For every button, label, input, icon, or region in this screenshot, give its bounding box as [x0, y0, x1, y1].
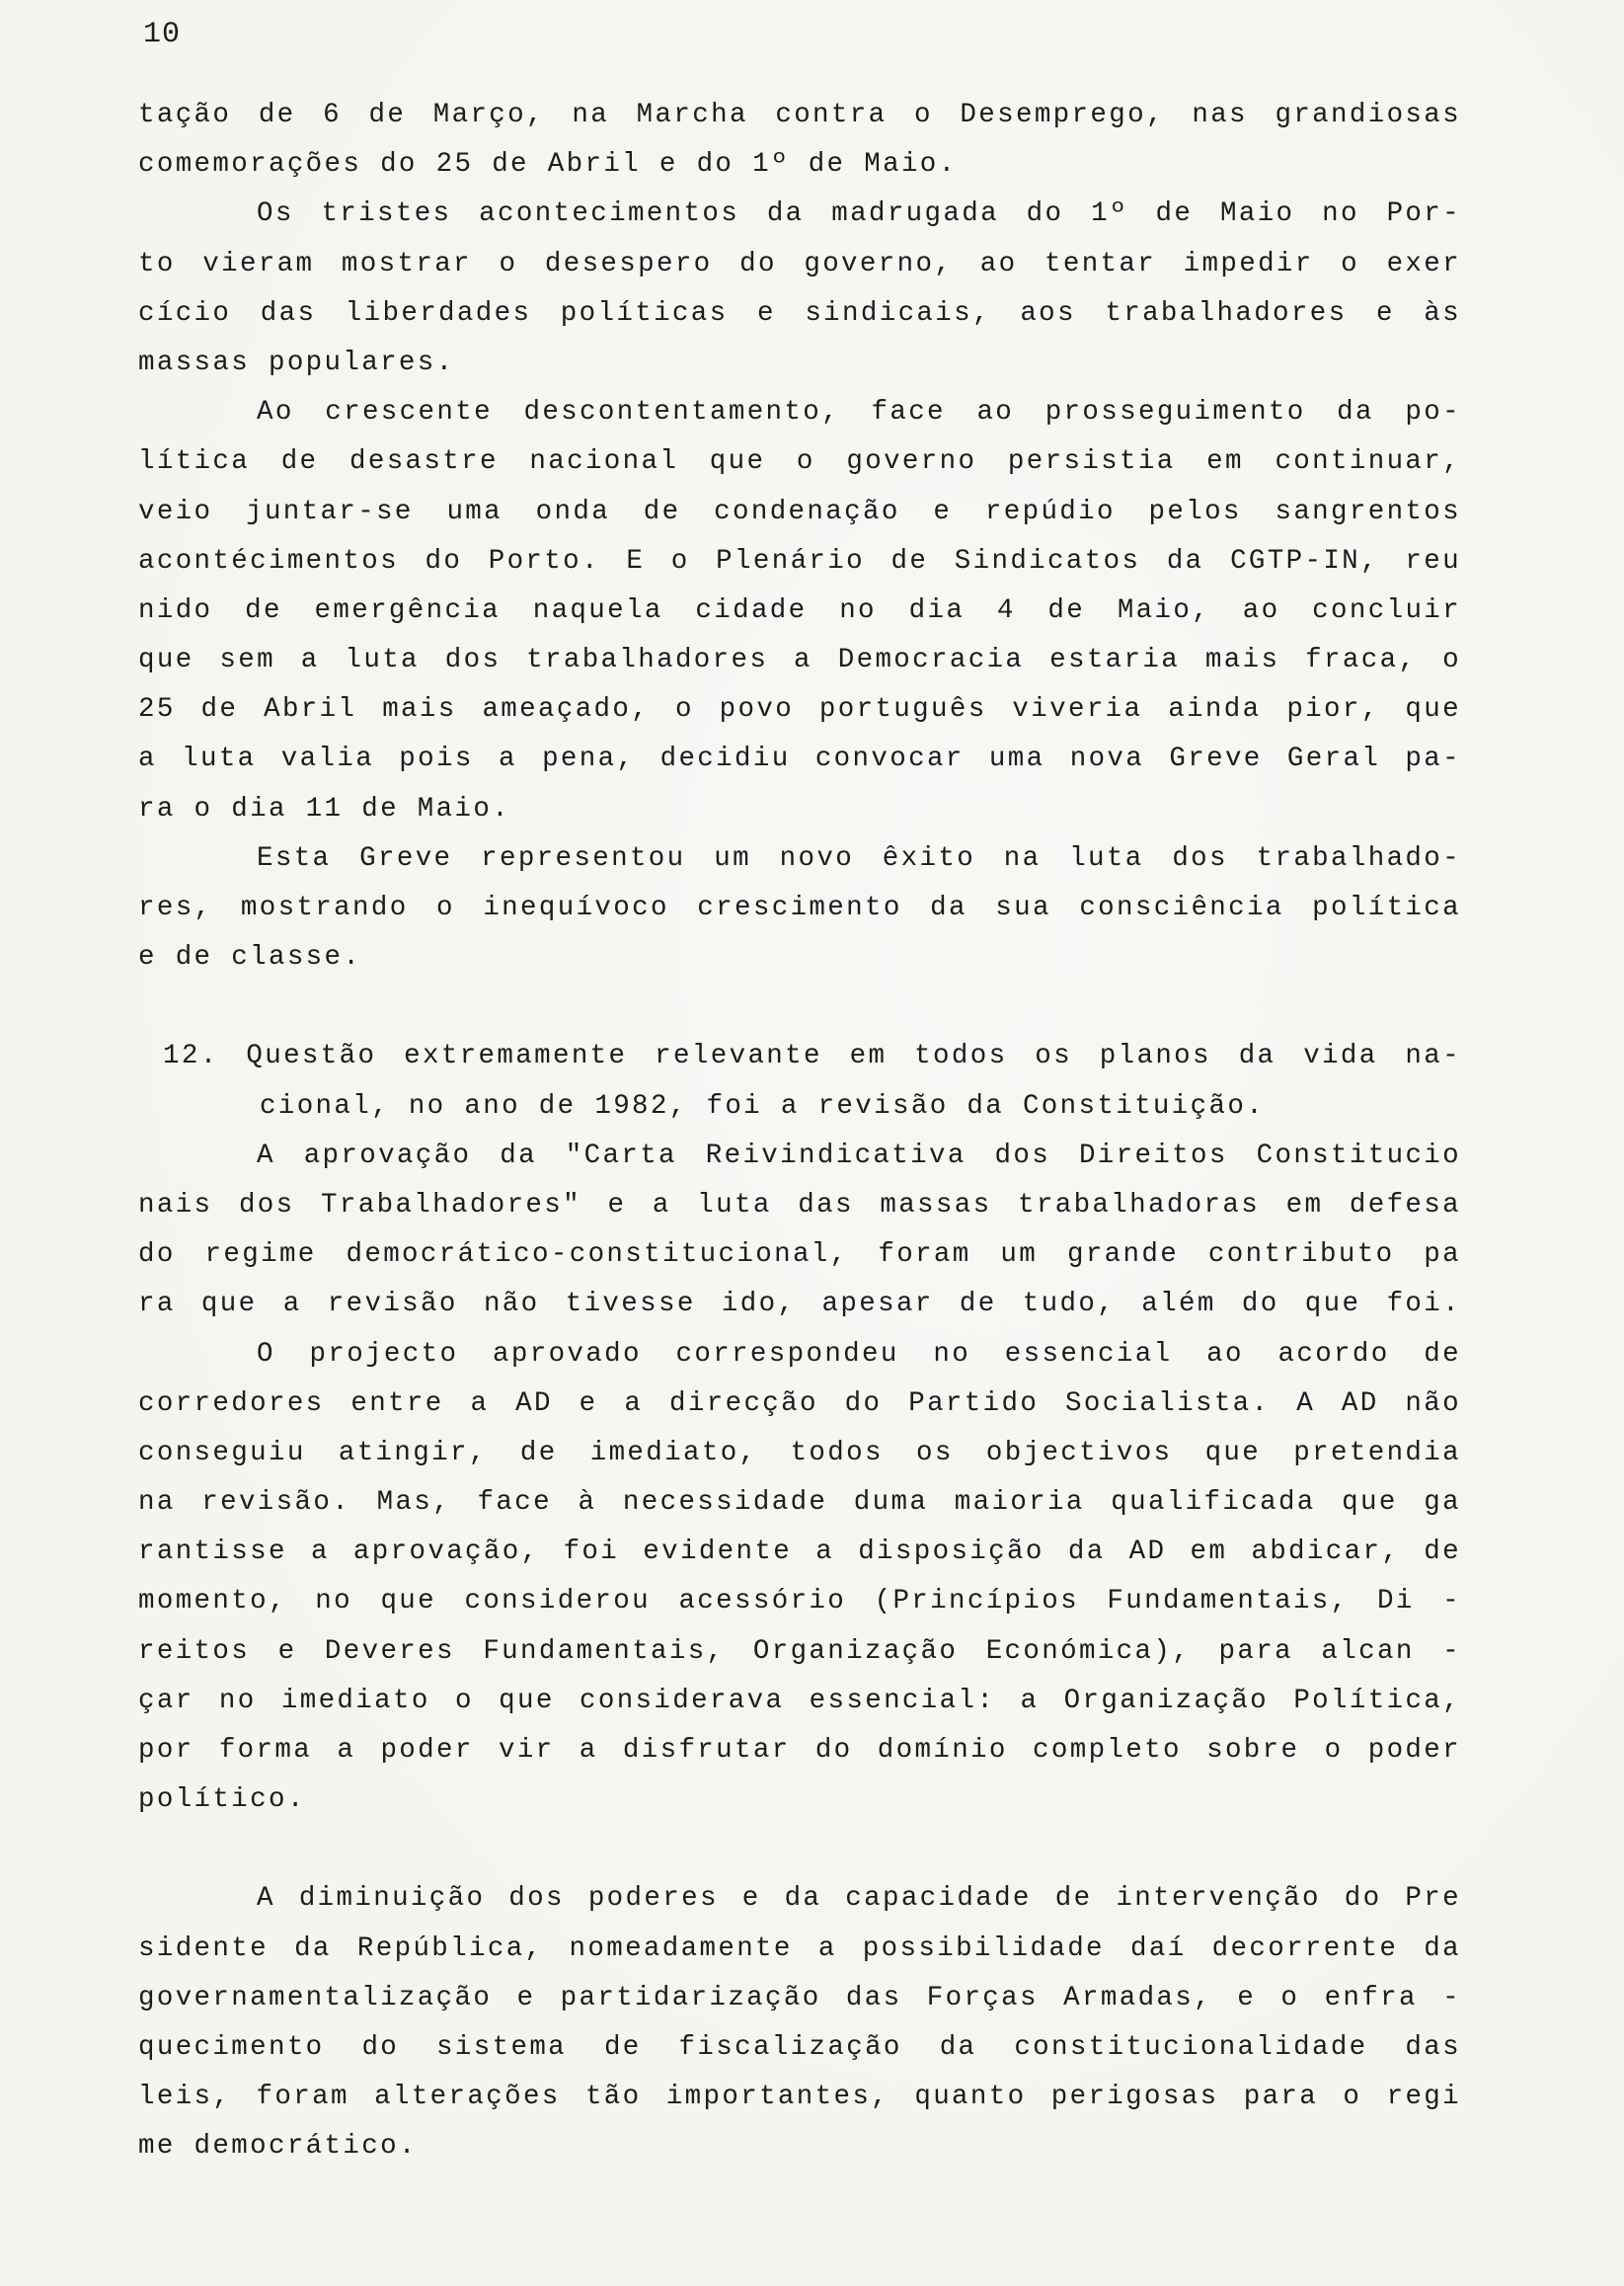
paragraph-gap [138, 983, 1461, 1032]
text-line: nais dos Trabalhadores" e a luta das massas trabalhadoras em defesa [138, 1189, 1461, 1221]
text-line: çar no imediato o que considerava essencial: a Organização Política, [138, 1685, 1461, 1716]
paragraph [138, 1874, 1461, 2171]
paragraph [138, 190, 1461, 388]
text-line: por forma a poder vir a disfrutar do domínio completo sobre o poder [138, 1735, 1461, 1766]
text-line: comemorações do 25 de Abril e do 1º de Maio. [138, 149, 958, 181]
text-line: e de classe. [138, 942, 362, 974]
text-line: res, mostrando o inequívoco crescimento da sua consciência política [138, 893, 1461, 923]
numbered-item [138, 1032, 1461, 1131]
text-line: cício das liberdades políticas e sindicais, aos trabalhadores e às [138, 297, 1461, 329]
text-line: A aprovação da "Carta Reivindicativa dos Direitos Constitucio [257, 1140, 1461, 1171]
text-line: 25 de Abril mais ameaçado, o povo português viveria ainda pior, que [138, 694, 1461, 726]
text-line: corredores entre a AD e a direcção do Partido Socialista. A AD não [138, 1387, 1461, 1419]
paragraph [138, 91, 1461, 190]
text-line: rantisse a aprovação, foi evidente a disposição da AD em abdicar, de [138, 1537, 1461, 1568]
text-line: to vieram mostrar o desespero do governo, ao tentar impedir o exer [138, 248, 1461, 279]
text-line: lítica de desastre nacional que o governo persistia em continuar, [138, 446, 1461, 478]
text-line: acontécimentos do Porto. E o Plenário de Sindicatos da CGTP-IN, reu [138, 545, 1461, 577]
body-text [138, 91, 1461, 2172]
text-line: sidente da República, nomeadamente a possibilidade daí decorrente da [138, 1932, 1461, 1964]
text-line: cional, no ano de 1982, foi a revisão da Constituição. [260, 1090, 1266, 1122]
text-line: momento, no que considerou acessório (Princípios Fundamentais, Di - [138, 1586, 1461, 1617]
paragraph [138, 1132, 1461, 1330]
paragraph [138, 834, 1461, 984]
text-line: a luta valia pois a pena, decidiu convocar uma nova Greve Geral pa- [138, 744, 1461, 775]
paragraph [138, 388, 1461, 834]
text-line: ra o dia 11 de Maio. [138, 793, 511, 825]
text-line: nido de emergência naquela cidade no dia 4 de Maio, ao concluir [138, 594, 1461, 626]
text-line: tação de 6 de Março, na Marcha contra o Desemprego, nas grandiosas [138, 100, 1461, 130]
paragraph [138, 1330, 1461, 1826]
text-line: leis, foram alterações tão importantes, quanto perigosas para o regi [138, 2082, 1461, 2113]
text-line: do regime democrático-constitucional, foram um grande contributo pa [138, 1239, 1461, 1271]
text-line: que sem a luta dos trabalhadores a Democracia estaria mais fraca, o [138, 645, 1461, 676]
page-number: 10 [143, 18, 182, 51]
text-line: ra que a revisão não tivesse ido, apesar de tudo, além do que foi. [138, 1289, 1461, 1320]
text-line: A diminuição dos poderes e da capacidade de intervenção do Pre [257, 1883, 1461, 1915]
text-line: massas populares. [138, 347, 455, 378]
text-line: reitos e Deveres Fundamentais, Organização Económica), para alcan - [138, 1635, 1461, 1667]
text-line: governamentalização e partidarização das Forças Armadas, e o enfra - [138, 1982, 1461, 2013]
text-line: Ao crescente descontentamento, face ao prosseguimento da po- [257, 397, 1461, 429]
text-line: O projecto aprovado correspondeu no essencial ao acordo de [257, 1338, 1461, 1370]
paragraph-gap [138, 1825, 1461, 1874]
text-line: Os tristes acontecimentos da madrugada do 1º de Maio no Por- [257, 198, 1461, 230]
text-line: político. [138, 1784, 306, 1816]
text-line: conseguiu atingir, de imediato, todos os objectivos que pretendia [138, 1437, 1461, 1468]
text-line: 12. Questão extremamente relevante em todos os planos da vida na- [163, 1041, 1461, 1072]
text-line: Esta Greve representou um novo êxito na luta dos trabalhado- [257, 842, 1461, 874]
text-line: na revisão. Mas, face à necessidade duma maioria qualificada que ga [138, 1487, 1461, 1519]
text-line: me democrático. [138, 2131, 418, 2163]
text-line: veio juntar-se uma onda de condenação e repúdio pelos sangrentos [138, 496, 1461, 527]
text-line: quecimento do sistema de fiscalização da constitucionalidade das [138, 2031, 1461, 2063]
